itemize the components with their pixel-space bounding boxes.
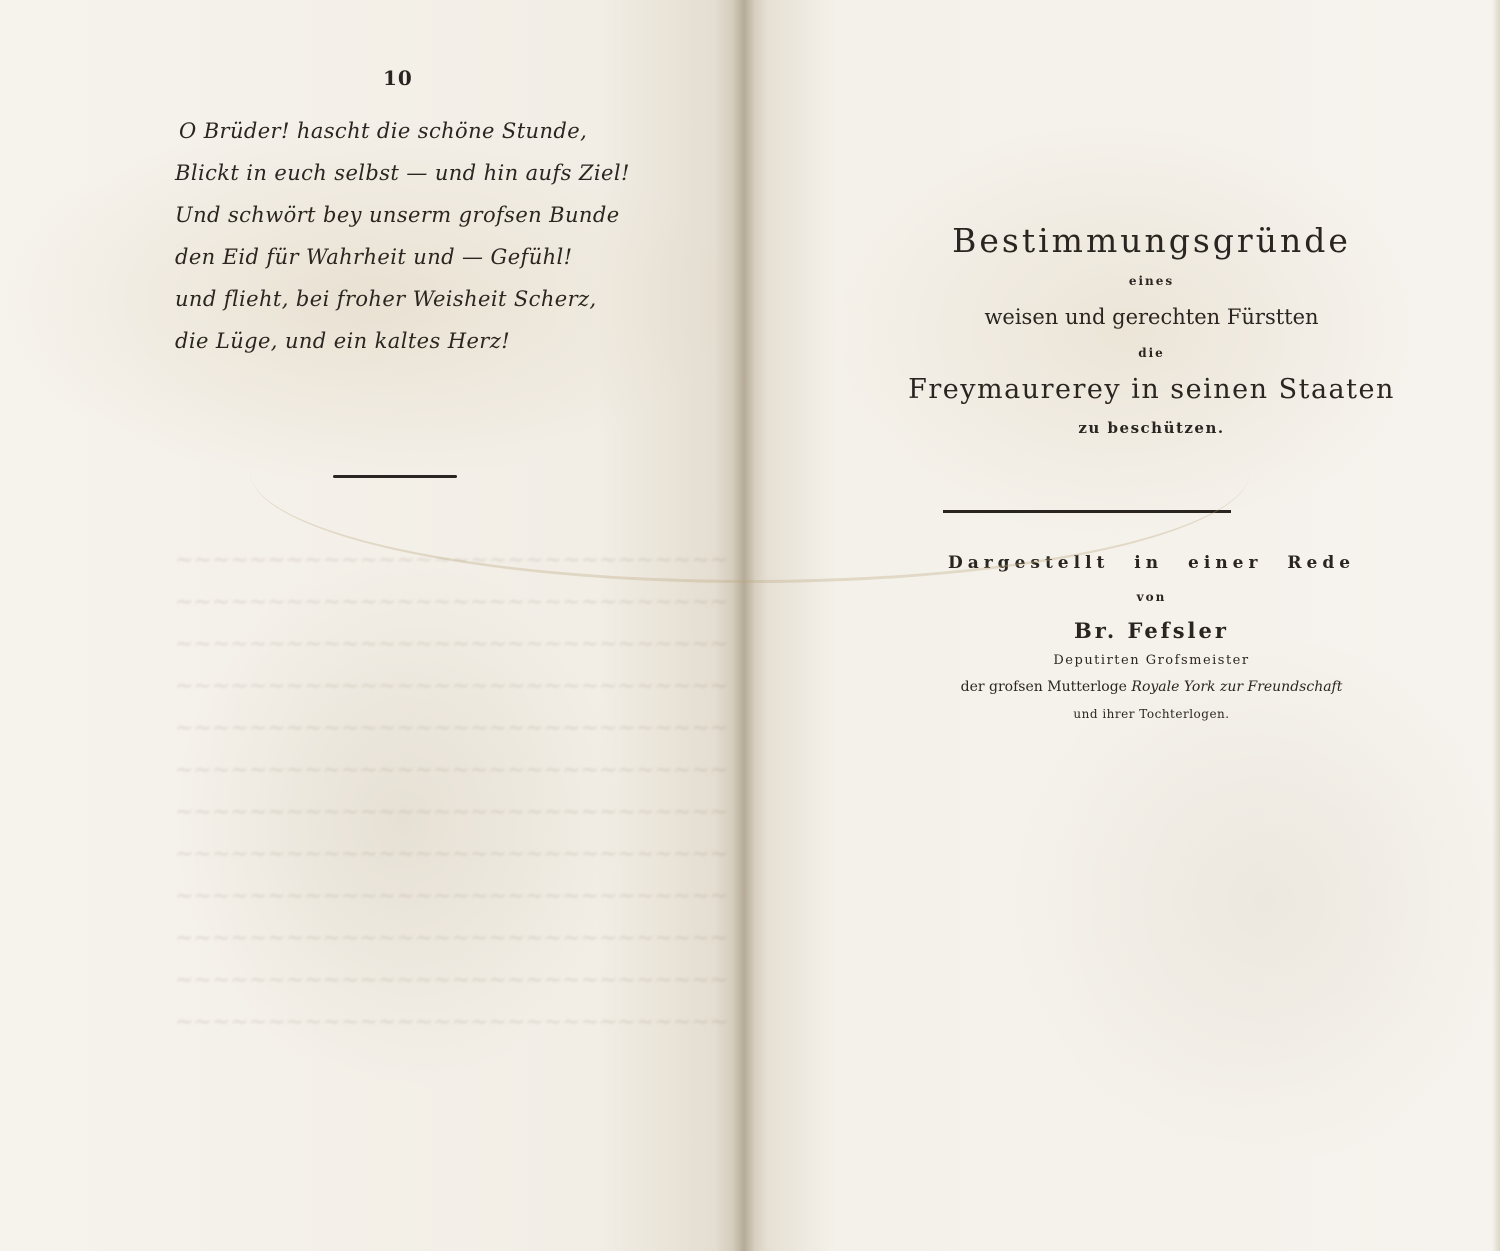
verse-line: den Eid für Wahrheit und — Gefühl! [175, 245, 573, 269]
author-name: Br. Fefsler [1074, 618, 1229, 643]
title-subject: weisen und gerechten Fürstten [984, 305, 1319, 329]
lodge-prefix: der grofsen Mutterloge [960, 679, 1132, 695]
verse-stanza [175, 110, 655, 362]
section-divider [333, 475, 457, 478]
by-line: von [1136, 590, 1167, 604]
right-page [745, 0, 1500, 1251]
title-block [745, 215, 1500, 443]
bleed-through-text: ~~~~~~~~~~~~~~~~~~~~~~~~~~~~~~ ~~~~~~~~~~~~~~~~~~~~~~~~~~~~~~ ~~~~~~~~~~~~~~~~~~~~~~~~~~~~~~ ~~~~~~~~~~~~~~~~~~~~~~~~~~~~~~ ~~~~~~~~~~~~~~~~~~~~~~~~~~~~~~ ~~~~~~~~~~~~~~~~~~~~~~~~~~~~~~ ~~~~~~~~~~~~~~~~~~~~~~~~~~~~~~ ~~~~~~~~~~~~~~~~~~~~~~~~~~~~~~ ~~~~~~~~~~~~~~~~~~~~~~~~~~~~~~ ~~~~~~~~~~~~~~~~~~~~~~~~~~~~~~ ~~~~~~~~~~~~~~~~~~~~~~~~~~~~~~ ~~~~~~~~~~~~~~~~~~~~~~~~~~~~~~ [175, 548, 729, 1035]
page-number: 10 [383, 66, 413, 90]
verse-line: O Brüder! hascht die schöne Stunde, [179, 119, 588, 143]
lodge-name: Royale York zur Freundschaft [1131, 679, 1343, 695]
title-connector: die [1138, 346, 1165, 360]
title-ending: zu beschützen. [1078, 419, 1225, 437]
lodge-line [803, 673, 1500, 701]
left-page [0, 0, 745, 1251]
title-connector: eines [1128, 274, 1175, 288]
daughter-lodges-line: und ihrer Tochterlogen. [1073, 707, 1230, 721]
title-main: Bestimmungsgründe [952, 221, 1351, 260]
verse-line: die Lüge, und ein kaltes Herz! [175, 329, 511, 353]
author-title: Deputirten Grofsmeister [1053, 653, 1250, 668]
verse-line: und flieht, bei froher Weisheit Scherz, [175, 287, 597, 311]
title-object: Freymaurerey in seinen Staaten [908, 374, 1395, 405]
page-edge [1492, 0, 1500, 1251]
author-block [745, 545, 1500, 727]
presented-line: Dargestellt in einer Rede [947, 553, 1356, 573]
title-divider [943, 510, 1231, 513]
verse-line: Blickt in euch selbst — und hin aufs Ziel! [175, 161, 630, 185]
verse-line: Und schwört bey unserm grofsen Bunde [175, 203, 620, 227]
